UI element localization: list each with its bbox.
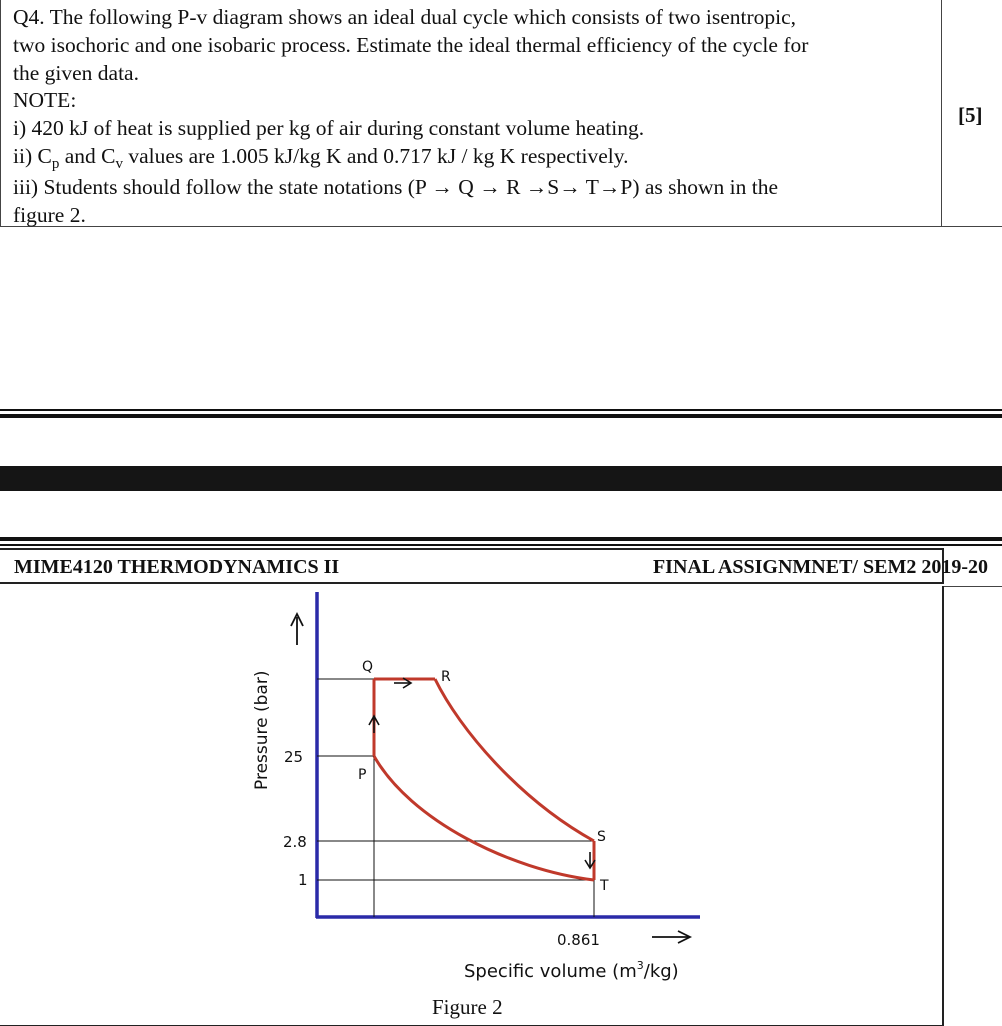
question-line-1: Q4. The following P-v diagram shows an ideal dual cycle which consists of two isentropic,	[13, 5, 797, 29]
note-2-sub-p: p	[51, 155, 60, 172]
x-axis-arrow-icon	[652, 931, 690, 943]
arrow-up-icon	[369, 716, 379, 733]
point-r-label: R	[441, 669, 451, 685]
tick-0-861: 0.861	[557, 931, 600, 949]
marks: [5]	[958, 103, 983, 127]
tick-25: 25	[284, 748, 304, 766]
note-2-c: values are 1.005 kJ/kg K and 0.717 kJ / kg K respectively.	[122, 143, 629, 168]
note-2-a: ii) C	[13, 143, 52, 168]
question-line-3: the given data.	[13, 60, 139, 85]
note-label: NOTE:	[13, 88, 77, 113]
point-p-label: P	[358, 767, 367, 783]
note-2-sub-v: v	[115, 155, 123, 172]
x-axis-label-sup: 3	[636, 959, 644, 972]
tick-2-8: 2.8	[283, 833, 307, 851]
y-axis-label: Pressure (bar)	[252, 670, 272, 790]
process-r-s	[435, 679, 594, 841]
x-axis-label-post: /kg)	[643, 961, 679, 982]
figure-caption: Figure 2	[432, 995, 503, 1019]
point-s-label: S	[597, 829, 606, 845]
assignment-title: FINAL ASSIGNMNET/ SEM2 2019-20	[652, 556, 988, 578]
note-2-b: and C	[59, 143, 116, 168]
note-1: i) 420 kJ of heat is supplied per kg of air during constant volume heating.	[13, 116, 645, 141]
x-axis-label-pre: Specific volume (m	[464, 961, 637, 982]
point-t-label: T	[600, 878, 609, 894]
course-title: MIME4120 THERMODYNAMICS II	[14, 556, 340, 578]
y-axis-arrow-icon	[291, 614, 303, 645]
note-3-cont: figure 2.	[13, 202, 86, 227]
question-line-2: two isochoric and one isobaric process. Estimate the ideal thermal efficiency of the cycle for	[13, 32, 809, 57]
x-axis-label	[464, 959, 679, 982]
point-q-label: Q	[362, 659, 374, 675]
process-t-p	[374, 756, 594, 880]
note-3: iii) Students should follow the state notations (P → Q → R →S→ T→P) as shown in the	[13, 174, 779, 199]
tick-1: 1	[298, 871, 308, 889]
